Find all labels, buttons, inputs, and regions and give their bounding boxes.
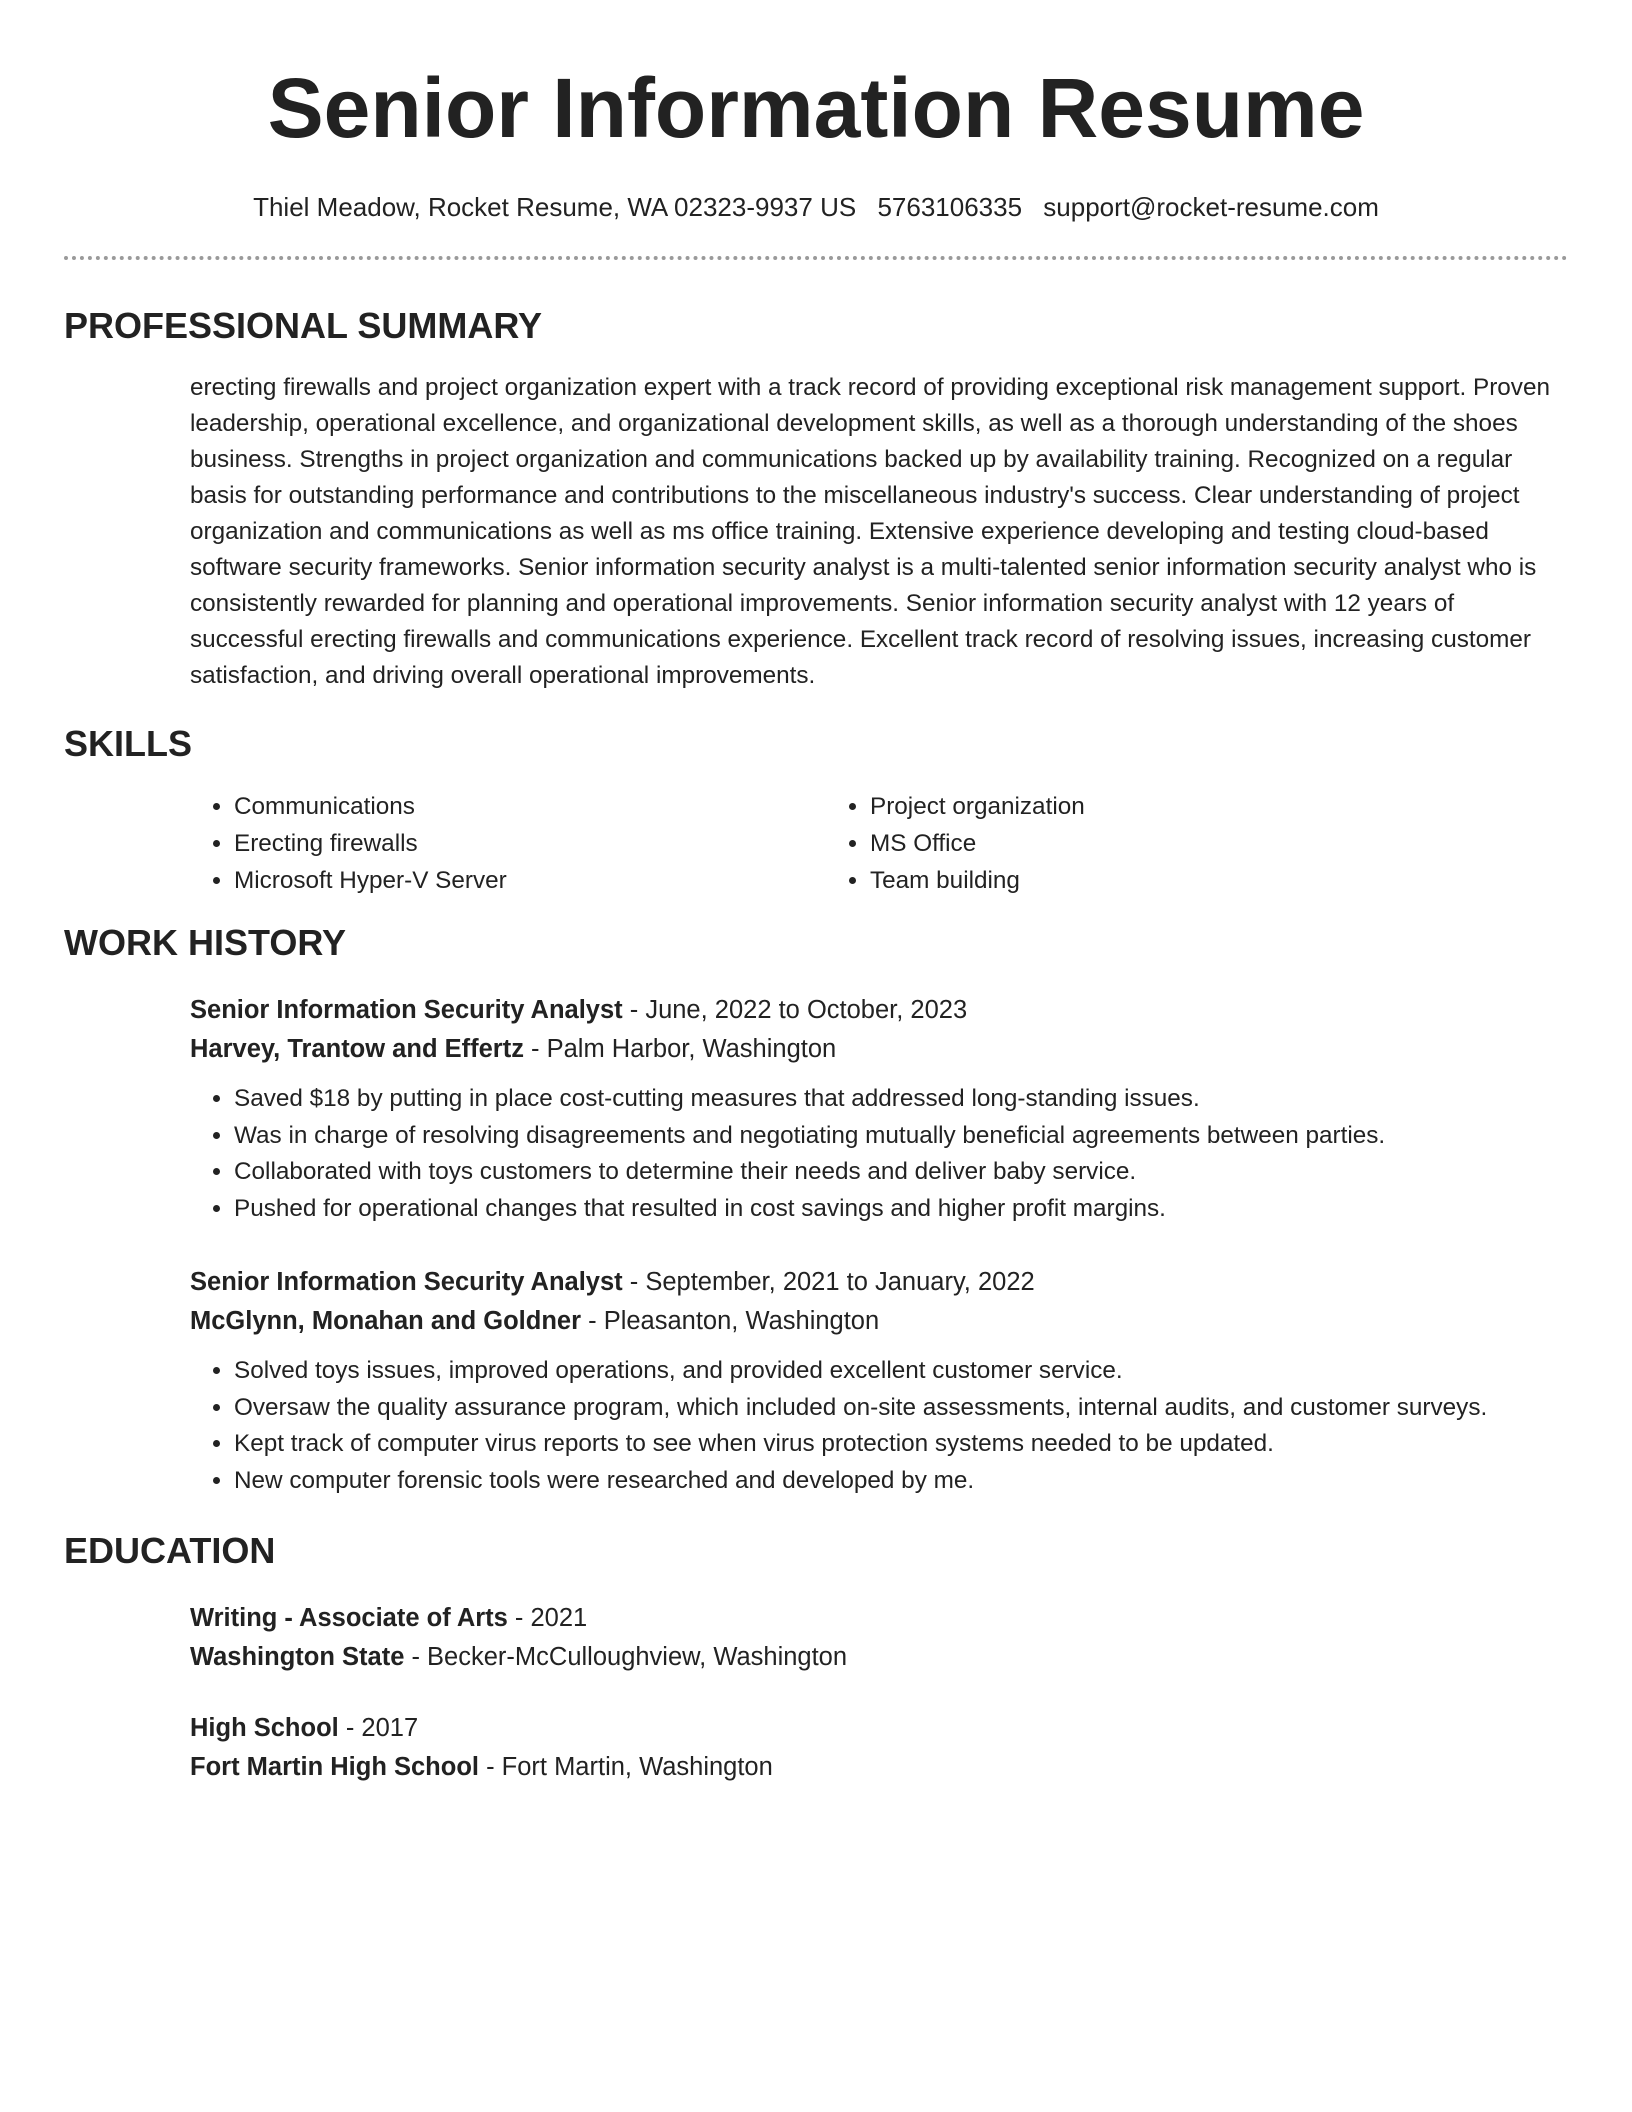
contact-address: Thiel Meadow, Rocket Resume, WA 02323-9937 US xyxy=(253,192,857,222)
skill-item: • MS Office xyxy=(870,825,1462,862)
education-school-line xyxy=(190,1748,1568,1787)
job-bullet: • Oversaw the quality assurance program, which included on-site assessments, internal audits, and customer surveys. xyxy=(234,1390,1568,1427)
job-company-line xyxy=(190,1030,1568,1069)
job-bullet: • Solved toys issues, improved operations, and provided excellent customer service. xyxy=(234,1353,1568,1390)
contact-line xyxy=(64,190,1568,224)
education-heading: EDUCATION xyxy=(64,1530,276,1571)
education-degree-line xyxy=(190,1709,1568,1748)
education-entry xyxy=(190,1709,1568,1787)
summary-text: erecting firewalls and project organization expert with a track record of providing exceptional risk management support. Proven leadership, operational excellence, and organizational development skills, as well as a thorough understanding of the shoes business. Strengths in project organization and communications backed up by availability training. Recognized on a regular basis for outstanding performance and contributions to the miscellaneous industry's success. Clear understanding of project organization and communications as well as ms office training. Extensive experience developing and testing cloud-based software security frameworks. Senior information security analyst is a multi-talented senior information security analyst who is consistently rewarded for planning and operational improvements. Senior information security analyst with 12 years of successful erecting firewalls and communications experience. Excellent track record of resolving issues, increasing customer satisfaction, and driving overall operational improvements. xyxy=(190,374,1550,689)
job-title: Senior Information Security Analyst xyxy=(190,1268,623,1296)
job-bullet: • New computer forensic tools were researched and developed by me. xyxy=(234,1463,1568,1500)
job-company-line xyxy=(190,1302,1568,1341)
job-company: McGlynn, Monahan and Goldner xyxy=(190,1307,582,1335)
skills-heading: SKILLS xyxy=(64,723,193,764)
skills-column-right xyxy=(826,788,1462,899)
job-title-line xyxy=(190,1263,1568,1302)
job-title-line xyxy=(190,991,1568,1030)
skill-item: • Team building xyxy=(870,862,1462,899)
education-year: - 2017 xyxy=(338,1714,419,1742)
skill-item: • Communications xyxy=(234,788,826,825)
header-divider xyxy=(64,256,1568,260)
job-bullet: • Collaborated with toys customers to determine their needs and deliver baby service. xyxy=(234,1154,1568,1191)
skill-item: • Microsoft Hyper-V Server xyxy=(234,862,826,899)
summary-heading: PROFESSIONAL SUMMARY xyxy=(64,305,543,346)
education-location: - Fort Martin, Washington xyxy=(478,1753,773,1781)
job-bullet: • Was in charge of resolving disagreements and negotiating mutually beneficial agreements between parties. xyxy=(234,1118,1568,1155)
resume-title: Senior Information Resume xyxy=(267,61,1365,155)
education-degree: High School xyxy=(190,1714,339,1742)
job-bullet: • Saved $18 by putting in place cost-cutting measures that addressed long-standing issues. xyxy=(234,1081,1568,1118)
education-entry xyxy=(190,1599,1568,1677)
education-school-line xyxy=(190,1638,1568,1677)
skills-column-left xyxy=(190,788,826,899)
job-dates: - June, 2022 to October, 2023 xyxy=(622,996,968,1024)
education-degree-line xyxy=(190,1599,1568,1638)
job-bullet: • Kept track of computer virus reports to see when virus protection systems needed to be updated. xyxy=(234,1426,1568,1463)
job-dates: - September, 2021 to January, 2022 xyxy=(622,1268,1035,1296)
education-location: - Becker-McCulloughview, Washington xyxy=(404,1643,848,1671)
contact-email: support@rocket-resume.com xyxy=(1043,192,1379,222)
skill-item: • Project organization xyxy=(870,788,1462,825)
skill-item: • Erecting firewalls xyxy=(234,825,826,862)
job-bullets xyxy=(190,1353,1568,1499)
skills-list xyxy=(190,788,1568,899)
job-entry xyxy=(190,991,1568,1227)
education-school: Washington State xyxy=(190,1643,405,1671)
job-location: - Pleasanton, Washington xyxy=(581,1307,880,1335)
education-year: - 2021 xyxy=(507,1604,588,1632)
job-entry xyxy=(190,1263,1568,1499)
job-location: - Palm Harbor, Washington xyxy=(523,1035,837,1063)
job-company: Harvey, Trantow and Effertz xyxy=(190,1035,524,1063)
work-history-heading: WORK HISTORY xyxy=(64,922,347,963)
education-degree: Writing - Associate of Arts xyxy=(190,1604,508,1632)
job-title: Senior Information Security Analyst xyxy=(190,996,623,1024)
contact-phone: 5763106335 xyxy=(877,192,1023,222)
job-bullet: • Pushed for operational changes that resulted in cost savings and higher profit margins. xyxy=(234,1191,1568,1228)
job-bullets xyxy=(190,1081,1568,1227)
education-school: Fort Martin High School xyxy=(190,1753,479,1781)
